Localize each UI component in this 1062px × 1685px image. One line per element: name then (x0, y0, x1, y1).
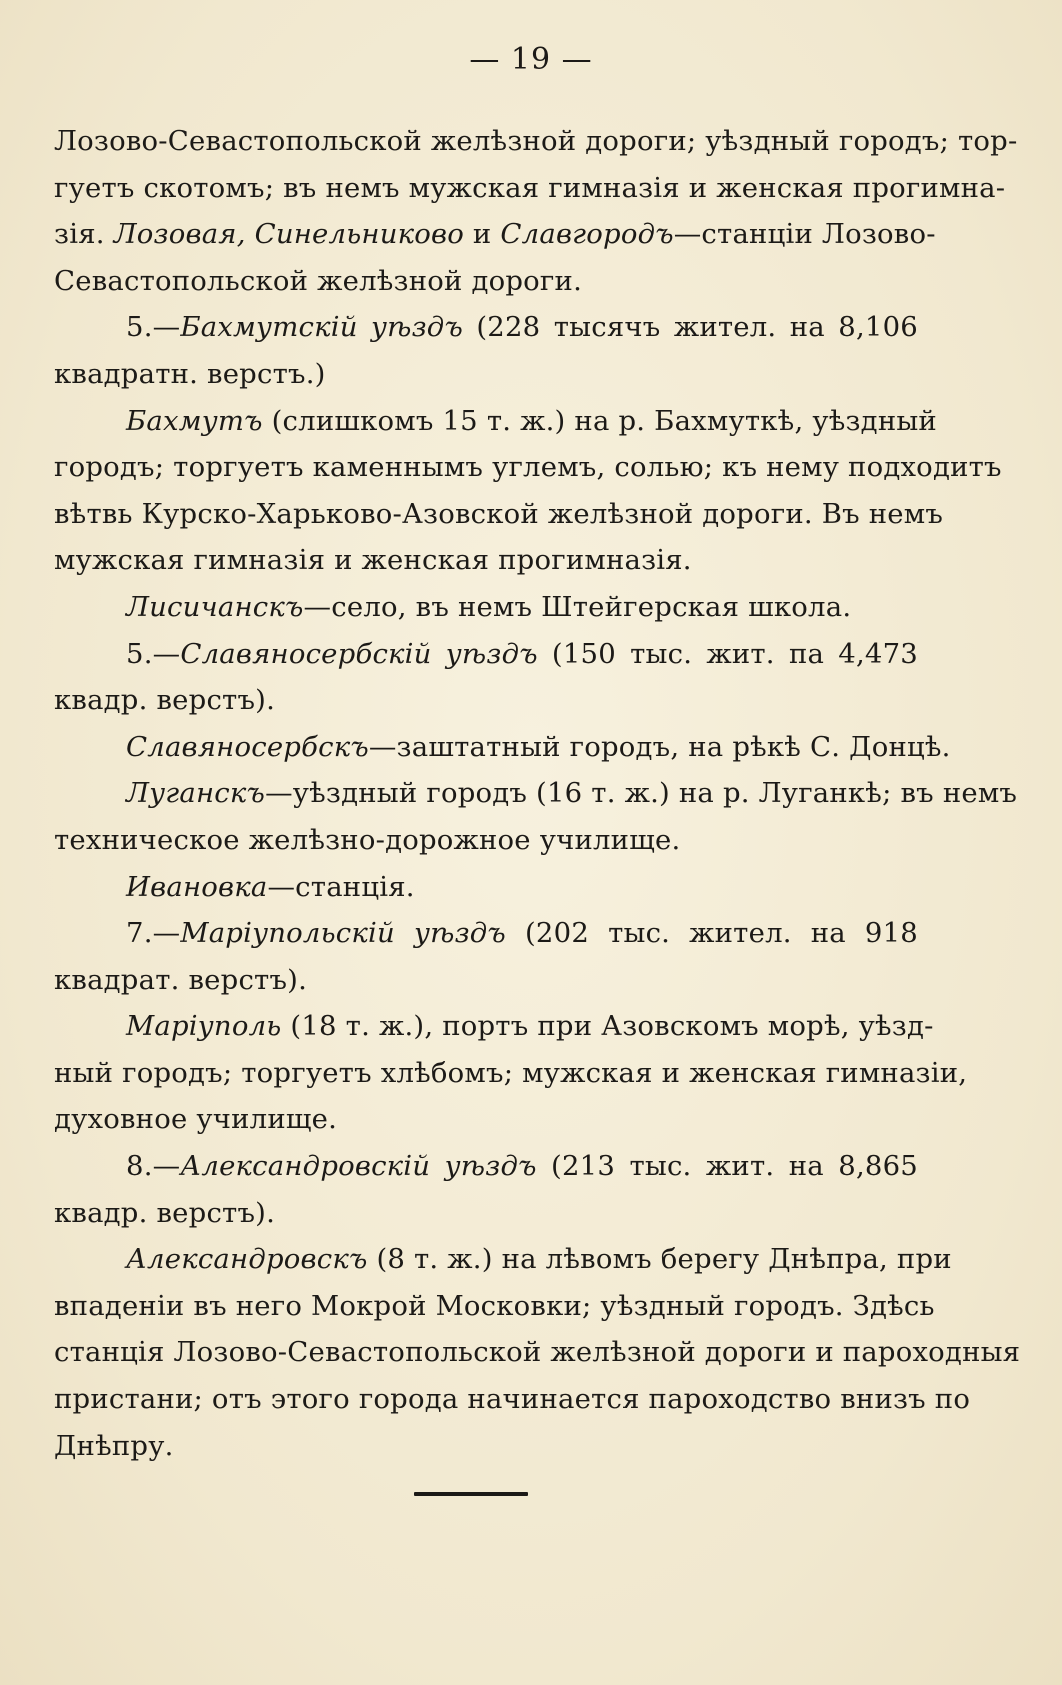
text-line: Ивановка—станція. (126, 870, 415, 903)
text-line: зія. Лозовая, Синельниково и Славгородъ—станціи Лозово- (54, 218, 936, 251)
text-line: 5.—Славяносербскій уѣздъ (150 тыс. жит. па 4,473 (126, 637, 918, 670)
text-line: Севастопольской желѣзной дороги. (54, 264, 583, 297)
text-line: Бахмутъ (слишкомъ 15 т. ж.) на р. Бахмуткѣ, уѣздный (126, 404, 937, 437)
page-number-header: — 19 — (469, 42, 593, 77)
text-line: Маріуполь (18 т. ж.), портъ при Азовскомъ морѣ, уѣзд- (126, 1010, 934, 1043)
text-line: Лозово-Севастопольской желѣзной дороги; уѣздный городъ; тор- (54, 125, 1018, 157)
text-line: духовное училище. (54, 1103, 338, 1136)
text-line: мужская гимназія и женская прогимназія. (54, 544, 692, 577)
text-line: вѣтвь Курско-Харьково-Азовской желѣзной дороги. Въ немъ (54, 497, 944, 530)
text-line: городъ; торгуетъ каменнымъ углемъ, солью; къ нему подходитъ (54, 451, 1002, 484)
text-line: техническое желѣзно-дорожное училище. (54, 823, 681, 856)
text-line: ный городъ; торгуетъ хлѣбомъ; мужская и женская гимназіи, (54, 1056, 968, 1089)
closing-rule (414, 1492, 528, 1496)
text-line: 8.—Александровскій уѣздъ (213 тыс. жит. на 8,865 (126, 1150, 918, 1183)
text-line: Славяносербскъ—заштатный городъ, на рѣкѣ С. Донцѣ. (126, 730, 951, 763)
text-line: Луганскъ—уѣздный городъ (16 т. ж.) на р. Луганкѣ; въ немъ (126, 777, 1018, 810)
text-line: квадрат. верстъ). (54, 963, 308, 996)
text-line: Днѣпру. (54, 1429, 174, 1462)
text-line: 7.—Маріупольскій уѣздъ (202 тыс. жител. на 918 (126, 917, 918, 950)
text-line: гуетъ скотомъ; въ немъ мужская гимназія и женская прогимна- (54, 171, 1006, 204)
text-line: Александровскъ (8 т. ж.) на лѣвомъ берегу Днѣпра, при (126, 1243, 952, 1276)
text-line: квадр. верстъ). (54, 1196, 276, 1229)
text-line: квадратн. верстъ.) (54, 357, 326, 390)
text-line: квадр. верстъ). (54, 684, 276, 717)
text-line: пристани; отъ этого города начинается пароходство внизъ по (54, 1383, 971, 1416)
text-line: Лисичанскъ—село, въ немъ Штейгерская школа. (126, 590, 852, 623)
text-line: 5.—Бахмутскій уѣздъ (228 тысячъ жител. на 8,106 (126, 311, 918, 344)
text-line: впаденіи въ него Мокрой Московки; уѣздный городъ. Здѣсь (54, 1289, 935, 1322)
text-line: станція Лозово-Севастопольской желѣзной дороги и пароходныя (54, 1336, 1021, 1369)
body-text (54, 118, 1021, 1469)
